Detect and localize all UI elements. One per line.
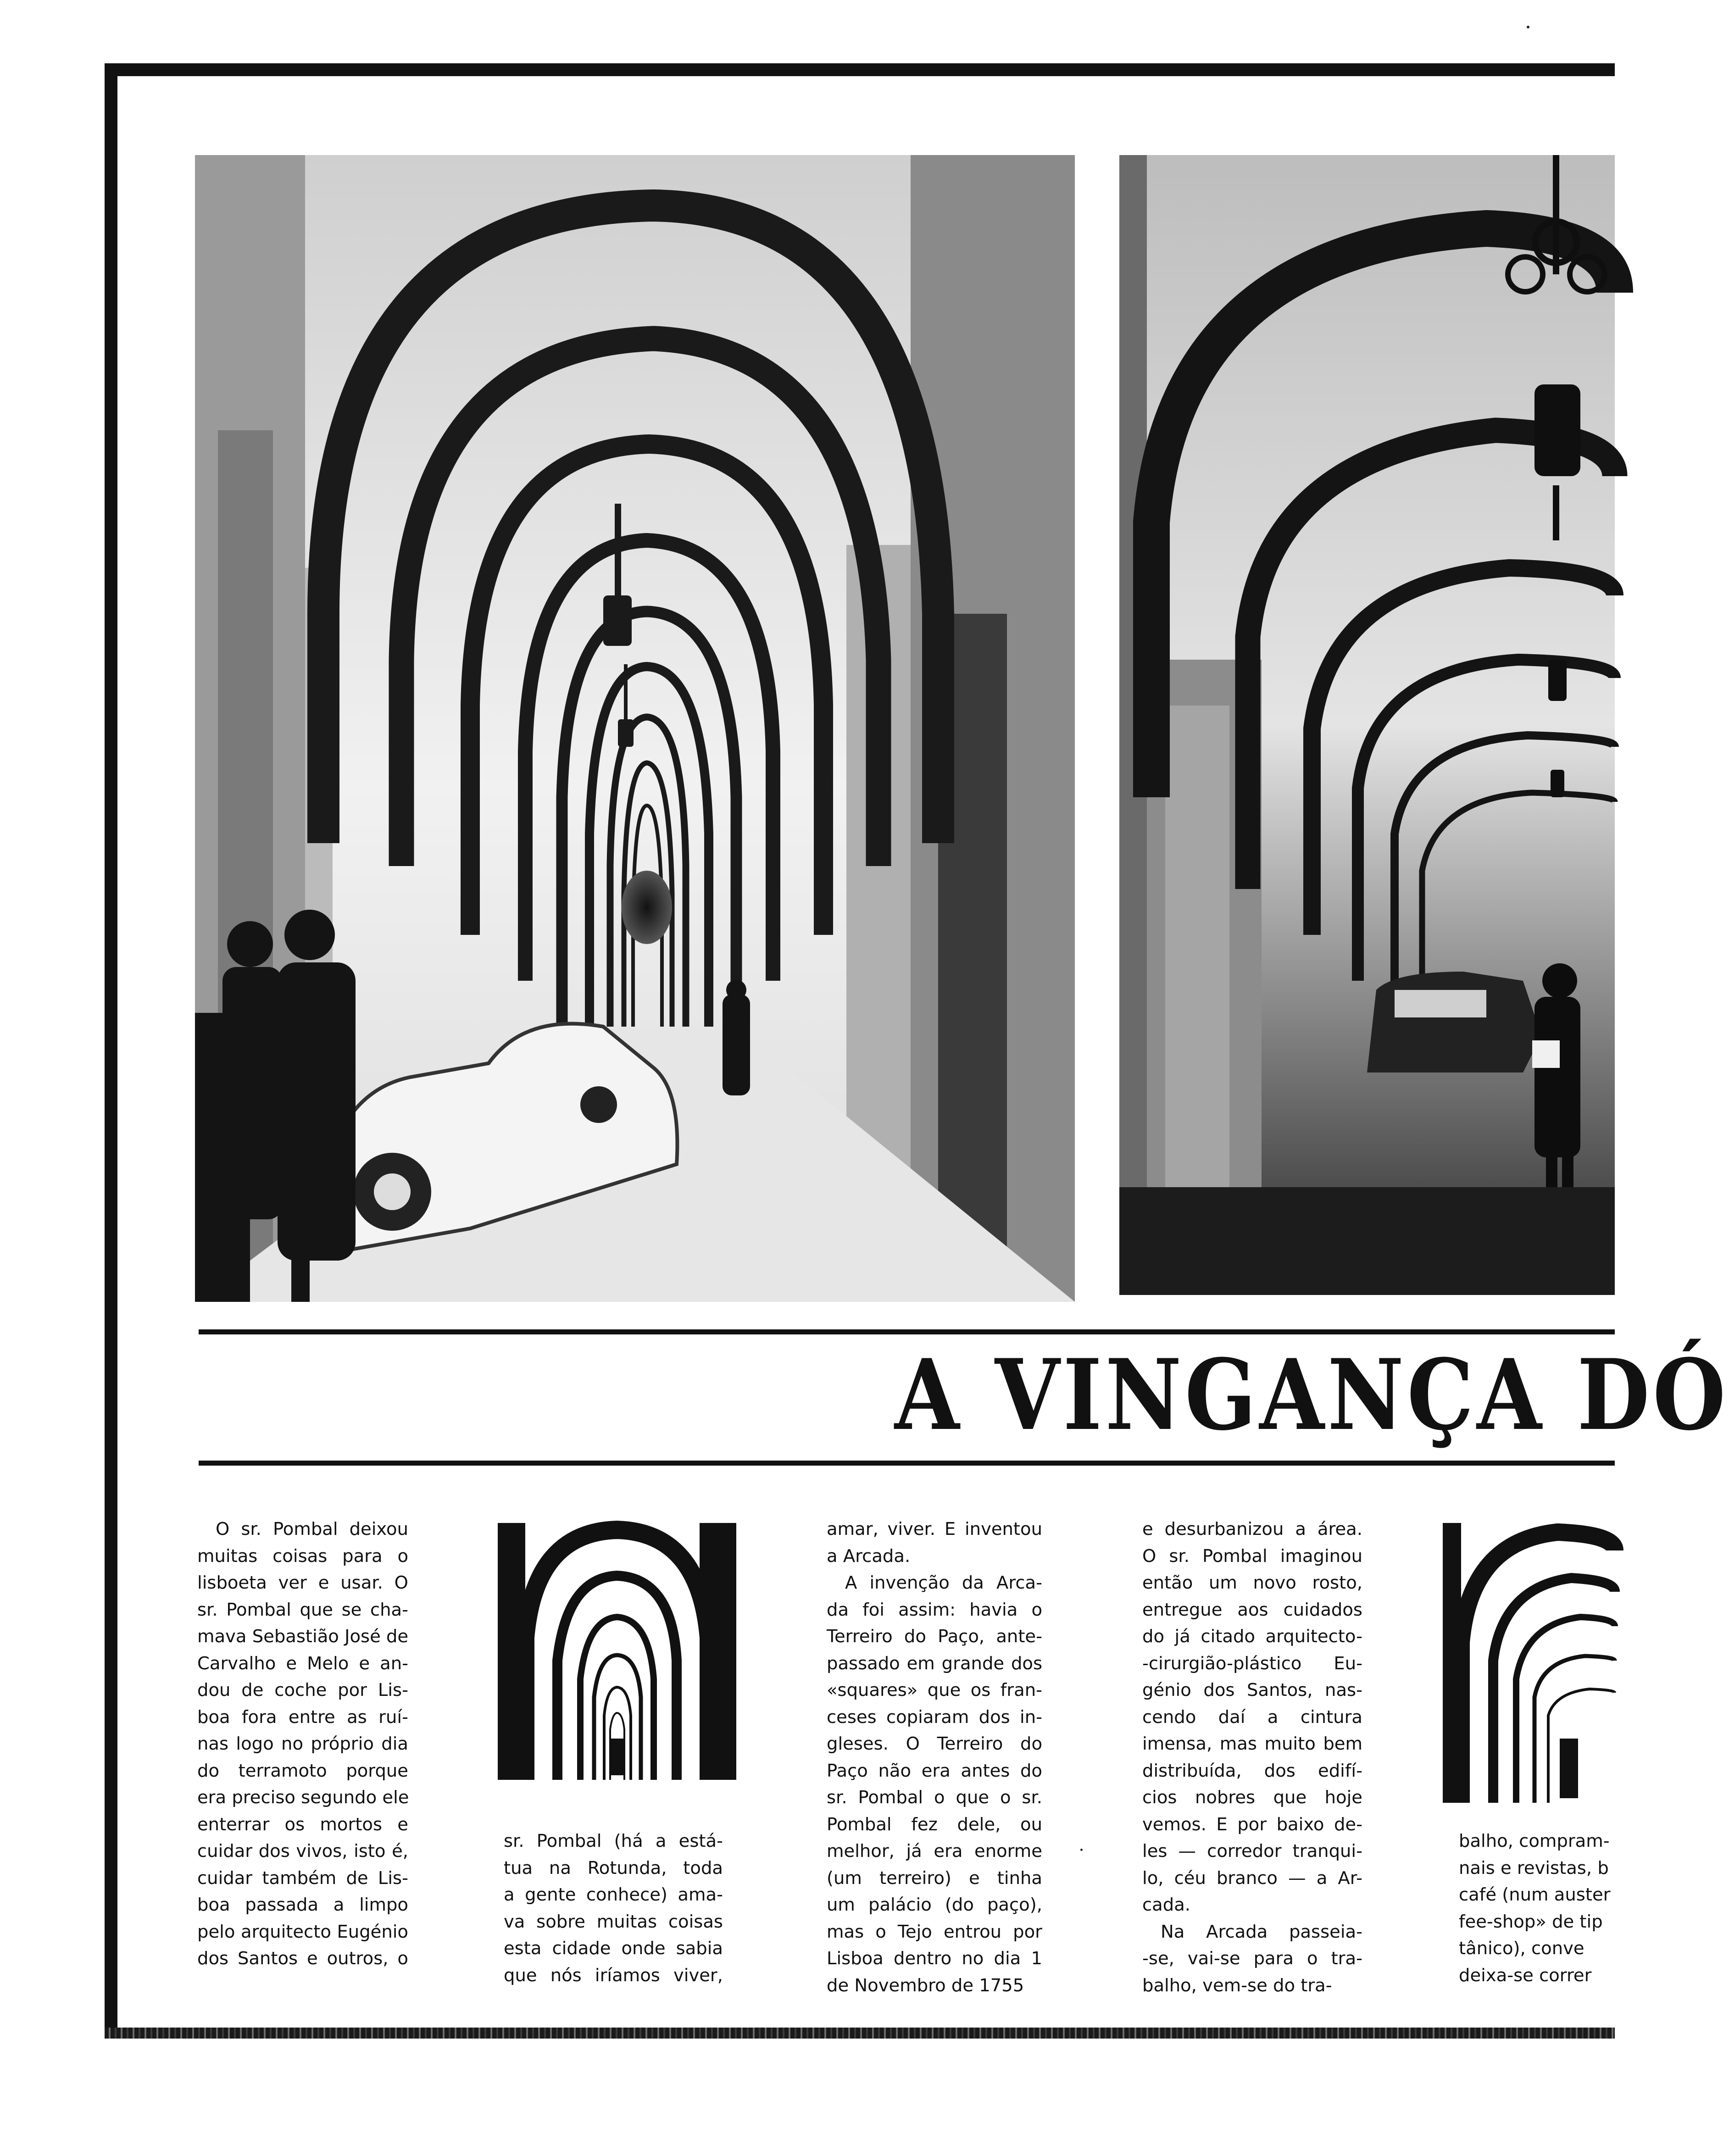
text-line: tânico), conve [1459, 1938, 1584, 1959]
arcade-photo-left [195, 155, 1075, 1302]
page-frame-left [105, 63, 117, 2037]
text-line: do terramoto porque [197, 1760, 408, 1781]
article-column-2 [504, 1828, 723, 1989]
page-title: A VINGANÇA DÓ [895, 1338, 1729, 1452]
text-line: deixa-se correr [1459, 1965, 1592, 1986]
text-line: amar, viver. E inventou [827, 1519, 1042, 1539]
text-line: ceses copiaram dos in- [827, 1706, 1042, 1728]
text-line: O sr. Pombal deixou [216, 1519, 408, 1539]
text-line: cada. [1142, 1895, 1191, 1915]
text-line: O sr. Pombal imaginou [1142, 1545, 1362, 1567]
text-line: nas logo no próprio dia [197, 1734, 408, 1754]
print-speck [1080, 1849, 1083, 1851]
text-line: Pombal fez dele, ou [827, 1814, 1042, 1835]
text-line: lisboeta ver e usar. O [197, 1573, 408, 1593]
text-line: pelo arquitecto Eugénio [197, 1921, 408, 1942]
text-line: Na Arcada passeia- [1161, 1921, 1362, 1942]
text-line: nais e revistas, b [1459, 1857, 1609, 1878]
text-line: cendo daí a cintura [1142, 1706, 1362, 1728]
text-line: boa fora entre as ruí- [197, 1706, 408, 1728]
text-line: les — corredor tranqui- [1142, 1841, 1362, 1861]
text-line: cuidar dos vivos, isto é, [197, 1841, 408, 1861]
text-line: então um novo rosto, [1142, 1573, 1362, 1593]
arcade-photo-right [1119, 155, 1615, 1295]
headline-rule-top [199, 1329, 1615, 1334]
text-line: sr. Pombal (há a está- [504, 1831, 723, 1851]
arcade-photo-icon [1119, 155, 1615, 1295]
text-line: que nós iríamos viver, [504, 1965, 723, 1986]
text-line: do já citado arquitecto- [1142, 1626, 1362, 1647]
text-line: entregue aos cuidados [1142, 1599, 1362, 1620]
text-line: (um terreiro) e tinha [827, 1867, 1042, 1889]
text-line: «squares» que os fran- [827, 1680, 1042, 1700]
text-line: esta cidade onde sabia [504, 1938, 723, 1959]
print-speck [1527, 26, 1529, 28]
text-line: mava Sebastião José de [197, 1626, 409, 1647]
arcade-thumbnail-1 [498, 1523, 736, 1814]
text-line: muitas coisas para o [197, 1545, 408, 1567]
article-column-5 [1459, 1828, 1615, 1989]
text-line: boa passada a limpo [197, 1895, 408, 1915]
text-line: va sobre muitas coisas [504, 1911, 723, 1932]
page-frame-top [105, 63, 1615, 76]
text-line: a Arcada. [827, 1545, 911, 1567]
text-line: -se, vai-se para o tra- [1142, 1948, 1362, 1969]
text-line: imensa, mas muito bem [1142, 1734, 1362, 1754]
text-line: enterrar os mortos e [197, 1814, 408, 1835]
text-line: -cirurgião-plástico Eu- [1142, 1653, 1362, 1674]
arcade-photo-icon [195, 155, 1075, 1302]
text-line: génio dos Santos, nas- [1142, 1680, 1362, 1700]
article-column-3 [827, 1516, 1042, 1999]
text-line: fee-shop» de tip [1459, 1911, 1603, 1932]
text-line: sr. Pombal o que o sr. [827, 1787, 1042, 1808]
text-line: dou de coche por Lis- [197, 1680, 408, 1700]
text-line: dos Santos e outros, o [197, 1948, 408, 1969]
text-line: e desurbanizou a área. [1142, 1519, 1362, 1539]
text-line: um palácio (do paço), [827, 1895, 1042, 1915]
text-line: A invenção da Arca- [845, 1573, 1042, 1593]
text-line: café (num auster [1459, 1884, 1611, 1905]
text-line: Terreiro do Paço, ante- [827, 1626, 1042, 1647]
text-line: Lisboa dentro no dia 1 [827, 1948, 1042, 1969]
text-line: balho, compram- [1459, 1831, 1610, 1851]
article-column-4 [1142, 1516, 1362, 1999]
text-line: passado em grande dos [827, 1653, 1042, 1674]
arcade-photo-icon [498, 1523, 736, 1814]
text-line: era preciso segundo ele [197, 1787, 409, 1808]
text-line: balho, vem-se do tra- [1142, 1975, 1332, 1996]
text-line: distribuída, dos edifí- [1142, 1760, 1362, 1781]
arcade-photo-icon [1443, 1523, 1615, 1814]
text-line: de Novembro de 1755 [827, 1975, 1024, 1996]
text-line: a gente conhece) ama- [504, 1884, 723, 1905]
text-line: cios nobres que hoje [1142, 1787, 1362, 1808]
text-line: cuidar também de Lis- [197, 1867, 408, 1889]
page-frame-bottom [105, 2028, 1615, 2039]
text-line: vemos. E por baixo de- [1142, 1814, 1362, 1835]
text-line: mas o Tejo entrou por [827, 1921, 1042, 1942]
article-column-1 [197, 1516, 408, 1973]
text-line: sr. Pombal que se cha- [197, 1599, 408, 1620]
text-line: Carvalho e Melo e an- [197, 1653, 408, 1674]
text-line: melhor, já era enorme [827, 1841, 1042, 1861]
text-line: gleses. O Terreiro do [827, 1734, 1042, 1754]
text-line: da foi assim: havia o [827, 1599, 1042, 1620]
text-line: Paço não era antes do [827, 1760, 1042, 1781]
text-line: tua na Rotunda, toda [504, 1857, 723, 1878]
text-line: lo, céu branco — a Ar- [1142, 1867, 1362, 1889]
headline-rule-bottom [199, 1461, 1615, 1466]
arcade-thumbnail-2 [1443, 1523, 1615, 1814]
